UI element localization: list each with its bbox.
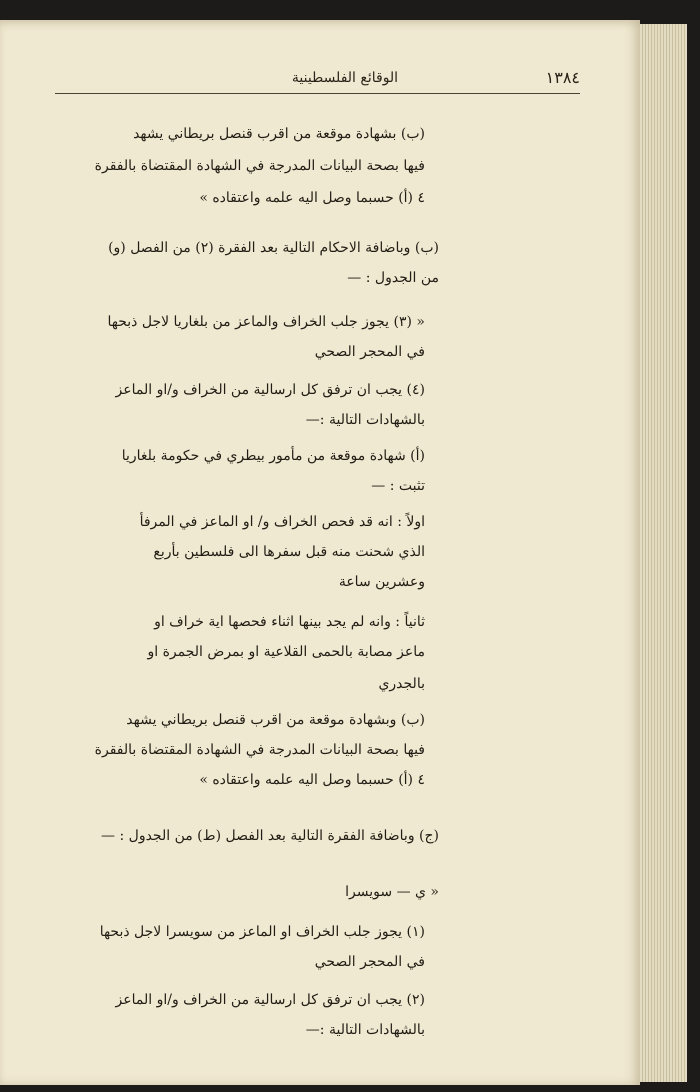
page-edges <box>636 24 687 1082</box>
text-line: ماعز مصابة بالحمى القلاعية او بمرض الجمرة او <box>147 644 425 660</box>
text-line: بالشهادات التالية :— <box>305 412 425 428</box>
text-line: (ب) بشهادة موقعة من اقرب قنصل بريطاني يشهد <box>133 126 425 142</box>
text-line: الذي شحنت منه قبل سفرها الى فلسطين بأربع <box>153 544 425 560</box>
text-line: فيها بصحة البيانات المدرجة في الشهادة المقتضاة بالفقرة <box>94 158 425 174</box>
page-header <box>55 60 580 94</box>
text-line: ٤ (أ) حسبما وصل اليه علمه واعتقاده » <box>199 190 425 206</box>
text-line: (٢) يجب ان ترفق كل ارسالية من الخراف و/او الماعز <box>115 992 425 1008</box>
text-line: ٤ (أ) حسبما وصل اليه علمه واعتقاده » <box>199 772 425 788</box>
text-line: تثبت : — <box>371 478 425 494</box>
running-title: الوقائع الفلسطينية <box>291 70 399 86</box>
text-line: اولاً : انه قد فحص الخراف و/ او الماعز في المرفأ <box>139 514 425 530</box>
text-line: « (٣) يجوز جلب الخراف والماعز من بلغاريا لاجل ذبحها <box>107 314 425 330</box>
header-rule <box>55 93 580 94</box>
text-line: (ج) وباضافة الفقرة التالية بعد الفصل (ط) من الجدول : — <box>101 828 439 844</box>
book-page <box>0 20 640 1085</box>
text-line: في المحجر الصحي <box>314 954 425 970</box>
text-line: (ب) وبشهادة موقعة من اقرب قنصل بريطاني يشهد <box>126 712 425 728</box>
text-line: بالشهادات التالية :— <box>305 1022 425 1038</box>
text-line: (ب) وباضافة الاحكام التالية بعد الفقرة (٢) من الفصل (و) <box>108 240 439 256</box>
text-line: (٤) يجب ان ترفق كل ارسالية من الخراف و/او الماعز <box>115 382 425 398</box>
text-line: في المحجر الصحي <box>314 344 425 360</box>
text-line: (١) يجوز جلب الخراف او الماعز من سويسرا لاجل ذبحها <box>99 924 425 940</box>
text-line: ثانياً : وانه لم يجد بينها اثناء فحصها اية خراف او <box>154 614 425 630</box>
text-line: (أ) شهادة موقعة من مأمور بيطري في حكومة بلغاريا <box>121 448 425 464</box>
text-line: وعشرين ساعة <box>338 574 425 590</box>
text-line: « ي — سويسرا <box>345 884 439 900</box>
page-number: ١٣٨٤ <box>545 68 580 87</box>
text-line: فيها بصحة البيانات المدرجة في الشهادة المقتضاة بالفقرة <box>94 742 425 758</box>
text-line: بالجدري <box>378 676 425 692</box>
text-line: من الجدول : — <box>347 270 439 286</box>
